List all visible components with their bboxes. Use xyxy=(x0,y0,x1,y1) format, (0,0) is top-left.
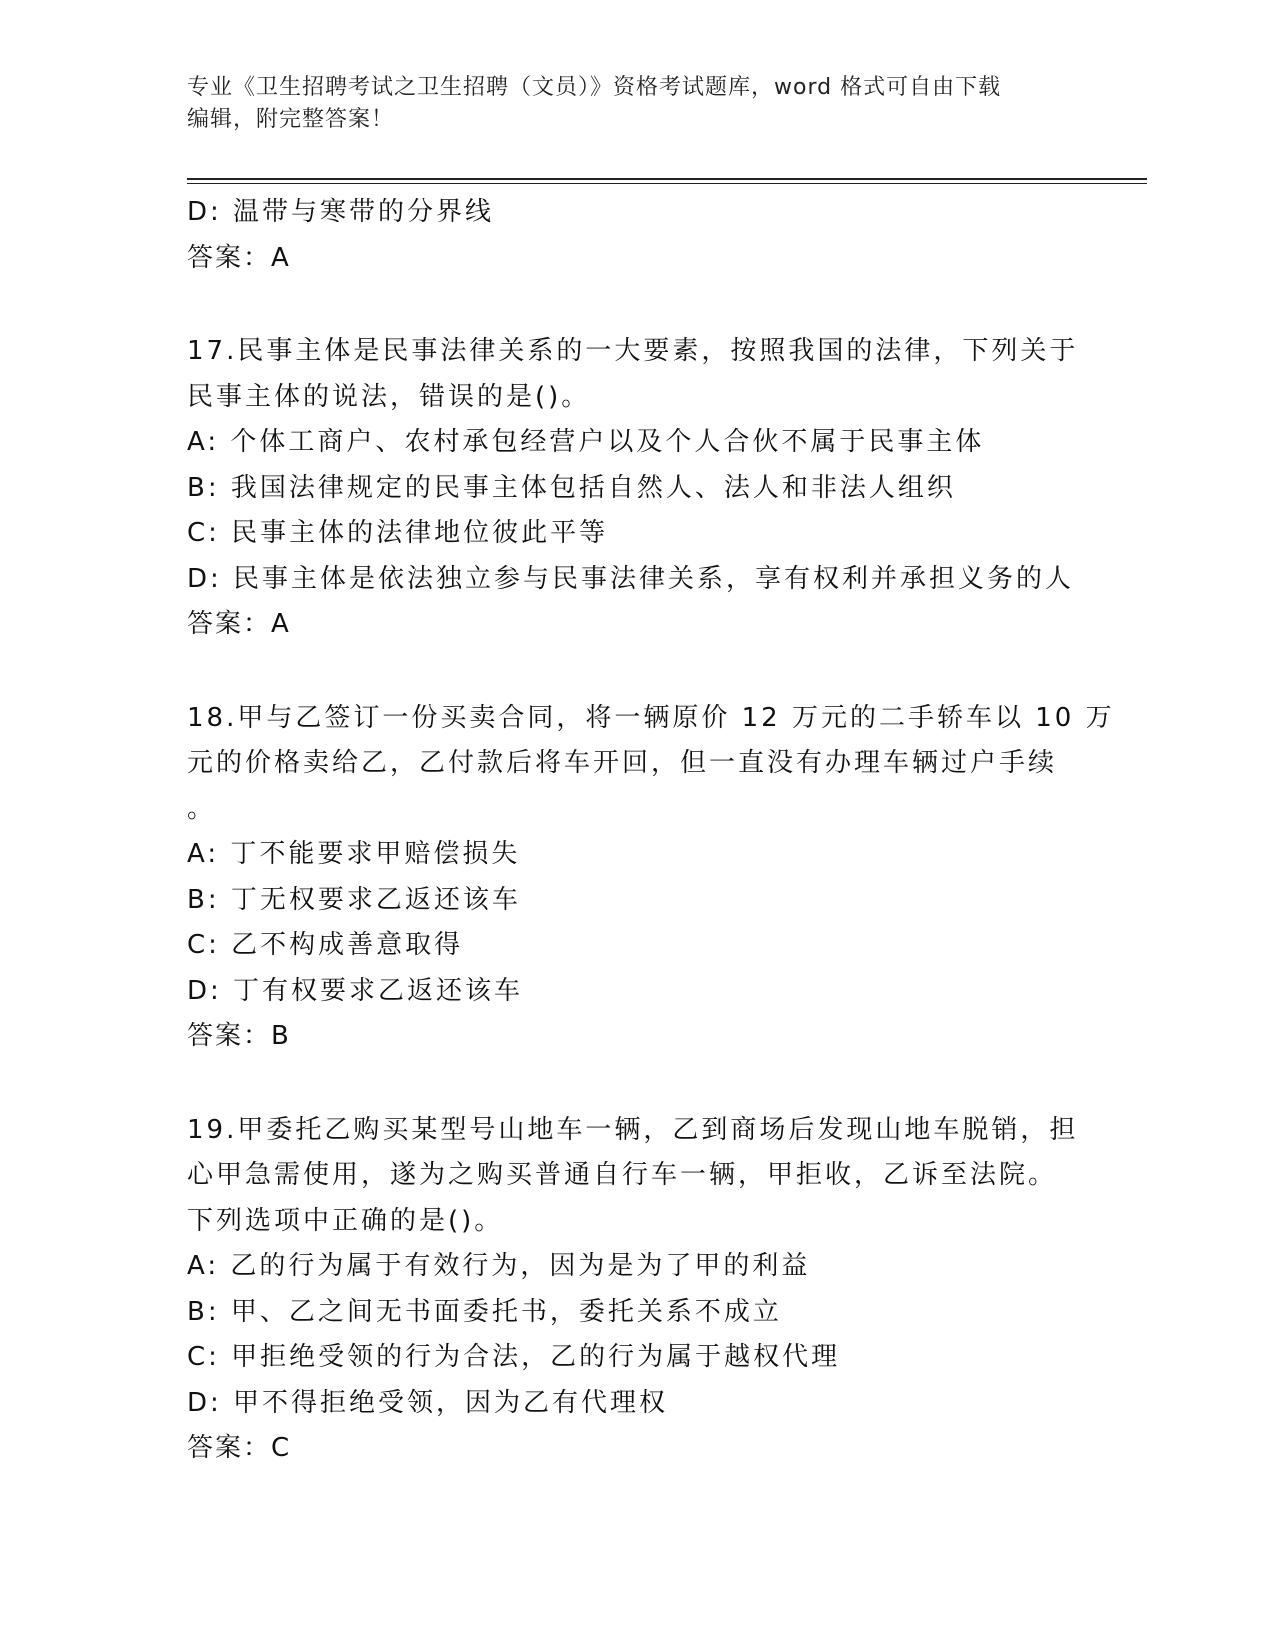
option-d: D: 丁有权要求乙返还该车 xyxy=(187,975,524,1006)
question-stem-line: 心甲急需使用，遂为之购买普通自行车一辆，甲拒收，乙诉至法院。 xyxy=(187,1160,1058,1190)
answer-line: 答案：C xyxy=(187,1433,292,1463)
option-b: B: 丁无权要求乙返还该车 xyxy=(187,884,521,915)
header-divider-thin xyxy=(187,183,1147,184)
answer-line: 答案：A xyxy=(187,609,291,639)
question-stem-line: 18.甲与乙签订一份买卖合同，将一辆原价 12 万元的二手轿车以 10 万 xyxy=(187,702,1115,733)
option-a: A: 丁不能要求甲赔偿损失 xyxy=(187,839,521,869)
option-c: C: 乙不构成善意取得 xyxy=(187,930,464,960)
header-divider-thick xyxy=(187,178,1147,180)
option-d: D: 温带与寒带的分界线 xyxy=(187,197,495,227)
question-list xyxy=(187,190,1115,1520)
question-stem-line: 元的价格卖给乙，乙付款后将车开回，但一直没有办理车辆过户手续 xyxy=(187,748,1058,778)
option-d: D: 民事主体是依法独立参与民事法律关系，享有权利并承担义务的人 xyxy=(187,563,1075,594)
question-stem-line: 19.甲委托乙购买某型号山地车一辆，乙到商场后发现山地车脱销，担 xyxy=(187,1114,1079,1145)
option-d: D: 甲不得拒绝受领，因为乙有代理权 xyxy=(187,1387,669,1418)
question-stem-line: 民事主体的说法，错误的是()。 xyxy=(187,381,591,412)
question-stem-line: 。 xyxy=(187,793,217,824)
question-17 xyxy=(187,329,1087,648)
question-18 xyxy=(187,696,1115,1060)
question-19 xyxy=(187,1108,1087,1472)
option-b: B: 甲、乙之间无书面委托书，委托关系不成立 xyxy=(187,1296,782,1327)
option-a: A: 乙的行为属于有效行为，因为是为了甲的利益 xyxy=(187,1251,811,1281)
question-stem-line: 17.民事主体是民事法律关系的一大要素，按照我国的法律，下列关于 xyxy=(187,336,1079,366)
option-c: C: 甲拒绝受领的行为合法，乙的行为属于越权代理 xyxy=(187,1342,841,1372)
option-a: A: 个体工商户、农村承包经营户以及个人合伙不属于民事主体 xyxy=(187,427,985,457)
page-header xyxy=(187,72,1087,136)
option-b: B: 我国法律规定的民事主体包括自然人、法人和非法人组织 xyxy=(187,472,956,503)
header-line-2: 编辑，附完整答案！ xyxy=(187,107,395,132)
option-c: C: 民事主体的法律地位彼此平等 xyxy=(187,518,609,548)
question-stem-line: 下列选项中正确的是()。 xyxy=(187,1205,504,1236)
answer-line: 答案：B xyxy=(187,1021,291,1051)
header-line-1: 专业《卫生招聘考试之卫生招聘（文员）》资格考试题库，word 格式可自由下载 xyxy=(187,75,1002,100)
answer-line: 答案：A xyxy=(187,242,291,273)
question-prev-continued xyxy=(187,190,1087,281)
